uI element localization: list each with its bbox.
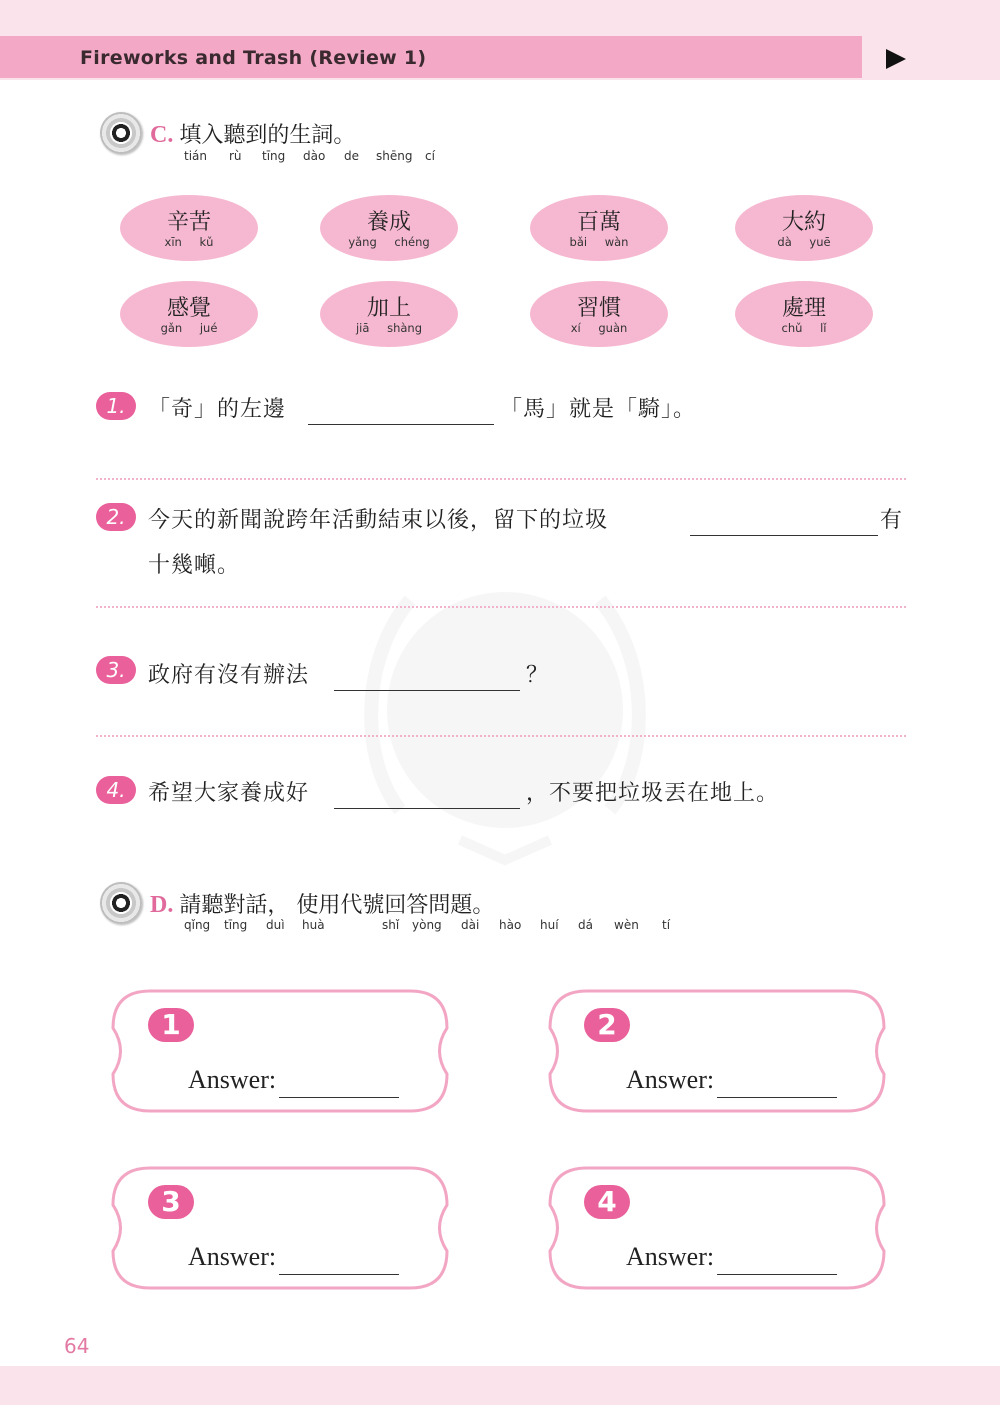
answer-blank[interactable] [690,535,878,536]
question-number: 4. [96,776,136,804]
answer-number-badge: 2 [584,1008,630,1042]
divider [96,478,906,480]
answer-frame [110,988,450,1114]
cd-audio-icon[interactable] [100,112,142,154]
answer-number-badge: 4 [584,1185,630,1219]
answer-blank[interactable] [334,690,520,691]
answer-frame [547,1165,887,1291]
answer-blank[interactable] [717,1274,837,1275]
answer-label: Answer: [188,1242,277,1271]
answer-frame [110,1165,450,1291]
question-text: 有 [880,508,904,533]
question-text: 十幾噸。 [148,553,241,578]
answer-frame [547,988,887,1114]
question-text: 希望大家養成好 [148,781,310,806]
answer-number-badge: 3 [148,1185,194,1219]
question-number: 1. [96,392,136,420]
question-number: 3. [96,656,136,684]
answer-number-badge: 1 [148,1008,194,1042]
question-text: 「奇」的左邊 [148,397,287,422]
section-c-letter: C. [150,122,174,148]
word-bank-item[interactable]: 養成 yǎng chéng [320,195,458,261]
answer-label: Answer: [626,1242,715,1271]
cd-audio-icon[interactable] [100,882,142,924]
arrow-right-icon [886,49,906,69]
section-c-title [150,118,355,149]
question-text: ？ [526,663,550,688]
divider [96,735,906,737]
question-text: 「馬」就是「騎」。 [500,397,697,422]
word-bank-item[interactable]: 習慣 xí guàn [530,281,668,347]
question-number: 2. [96,503,136,531]
answer-label: Answer: [188,1065,277,1094]
word-bank-item[interactable]: 感覺 gǎn jué [120,281,258,347]
answer-blank[interactable] [279,1274,399,1275]
section-c-instruction: 填入聽到的生詞。 [179,123,356,148]
divider [96,606,906,608]
section-d-letter: D. [150,892,174,918]
word-bank-item[interactable]: 辛苦 xīn kǔ [120,195,258,261]
answer-blank[interactable] [334,808,520,809]
word-bank-item[interactable]: 百萬 bǎi wàn [530,195,668,261]
answer-blank[interactable] [308,424,494,425]
answer-blank[interactable] [279,1097,399,1098]
word-bank-item[interactable]: 處理 chǔ lǐ [735,281,873,347]
section-d-instruction: 請聽對話， 使用代號回答問題。 [179,893,495,918]
question-text: 政府有沒有辦法 [148,663,310,688]
bottom-band [0,1366,1000,1405]
word-bank-item[interactable]: 大約 dà yuē [735,195,873,261]
word-bank-item[interactable]: 加上 jiā shàng [320,281,458,347]
question-text: ，不要把垃圾丟在地上。 [526,781,780,806]
question-text: 今天的新聞說跨年活動結束以後，留下的垃圾 [148,508,609,533]
page-number: 64 [64,1334,90,1358]
answer-label: Answer: [626,1065,715,1094]
page-header-title: Fireworks and Trash (Review 1) [80,47,427,69]
answer-blank[interactable] [717,1097,837,1098]
section-d-title [150,888,494,919]
